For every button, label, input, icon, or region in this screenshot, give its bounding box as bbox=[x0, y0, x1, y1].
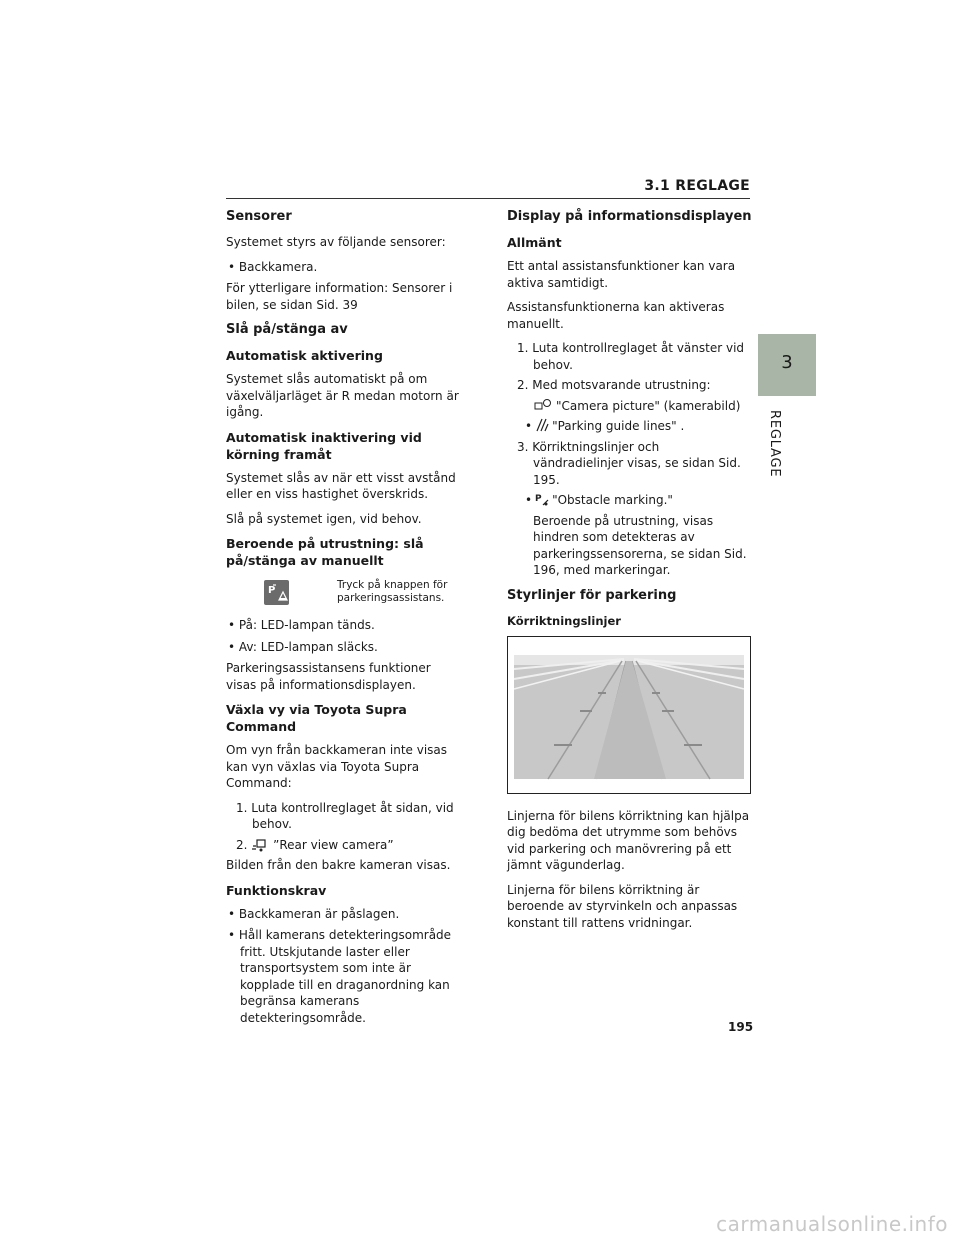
text: Systemet styrs av följande sensorer: bbox=[226, 235, 446, 249]
text: Beroende på utrustning, visas hindren som detekteras av parkeringssensorerna, se sidan Sid. 196, med markeringar. bbox=[533, 513, 747, 577]
heading-display: Display på informationsdisplayen bbox=[507, 209, 752, 224]
button-illustration-row bbox=[226, 579, 464, 605]
heading-manual: Beroende på utrustning: slå på/stänga av manuellt bbox=[226, 536, 424, 568]
text: Slå på systemet igen, vid behov. bbox=[226, 511, 422, 526]
heading-general: Allmänt bbox=[507, 235, 562, 250]
watermark: carmanualsonline.info bbox=[716, 1212, 948, 1236]
section-title: 3.1 REGLAGE bbox=[644, 178, 750, 194]
heading-autooff: Automatisk inaktivering vid körning framåt bbox=[226, 429, 422, 462]
text: Om vyn från backkameran inte visas kan vyn växlas via Toyota Supra Command: bbox=[226, 743, 448, 790]
list-item: • P "Obstacle marking." bbox=[525, 493, 673, 507]
list-item: • Håll kamerans detekteringsområde fritt. Utskjutande laster eller transportsystem som inte är kopplade till en draganordning kan begränsa kamerans detekteringsområde. bbox=[228, 928, 452, 1025]
text: Bilden från den bakre kameran visas. bbox=[226, 858, 451, 872]
heading-auto: Automatisk aktivering bbox=[226, 348, 383, 363]
text: Linjerna för bilens körriktning kan hjälpa dig bedöma det utrymme som behövs vid parkering och manövrering på ett jämnt vägunderlag. bbox=[507, 808, 750, 872]
list-item: 3. Körriktningslinjer och vändradielinjer visas, se sidan Sid. 195. bbox=[517, 439, 741, 487]
list-item: • På: LED-lampan tänds. bbox=[228, 618, 375, 632]
parking-assist-button-icon bbox=[264, 580, 289, 605]
right-column bbox=[507, 208, 752, 939]
list-item: 1. Luta kontrollreglaget åt vänster vid behov. bbox=[517, 341, 745, 372]
text: Linjerna för bilens körriktning är beroende av styrvinkeln och anpassas konstant till rattens vridningar. bbox=[507, 882, 738, 930]
text: Systemet slås automatiskt på om växelväljarläget är R medan motorn är igång. bbox=[226, 372, 459, 419]
rear-camera-icon bbox=[251, 838, 269, 852]
list-item: "Camera picture" (kamerabild) bbox=[507, 398, 752, 415]
list-item: 2. ”Rear view camera” bbox=[236, 837, 394, 852]
driving-lines-illustration bbox=[507, 636, 751, 794]
svg-text:P: P bbox=[268, 584, 276, 596]
svg-text:P: P bbox=[535, 494, 542, 504]
obstacle-marking-icon bbox=[535, 492, 549, 506]
list-item: • Backkamera. bbox=[228, 259, 318, 274]
camera-view-graphic bbox=[508, 637, 750, 793]
text: Assistansfunktionerna kan aktiveras manuellt. bbox=[507, 300, 725, 331]
text: Ett antal assistansfunktioner kan vara aktiva samtidigt. bbox=[507, 259, 736, 290]
heading-guide: Styrlinjer för parkering bbox=[507, 587, 677, 603]
heading-switch: Växla vy via Toyota Supra Command bbox=[226, 702, 407, 734]
button-caption: Tryck på knappen för parkeringsassistans. bbox=[337, 579, 448, 604]
camera-picture-icon bbox=[533, 398, 553, 412]
list-item: 1. Luta kontrollreglaget åt sidan, vid behov. bbox=[236, 800, 454, 831]
chapter-label: REGLAGE bbox=[767, 410, 782, 478]
text: För ytterligare information: Sensorer i bilen, se sidan Sid. 39 bbox=[226, 281, 453, 312]
parking-guide-lines-icon bbox=[535, 418, 549, 432]
list-item: • Av: LED-lampan släcks. bbox=[228, 639, 378, 654]
heading-sensorer: Sensorer bbox=[226, 209, 292, 224]
page-number: 195 bbox=[728, 1020, 754, 1034]
list-item: • Backkameran är påslagen. bbox=[228, 906, 400, 921]
left-column bbox=[226, 208, 464, 1031]
text: Parkeringsassistansens funktioner visas på informationsdisplayen. bbox=[226, 661, 431, 692]
header-rule bbox=[226, 198, 750, 199]
list-item: • "Parking guide lines" . bbox=[525, 419, 685, 433]
heading-requirements: Funktionskrav bbox=[226, 882, 327, 898]
heading-lines: Körriktningslinjer bbox=[507, 613, 621, 628]
heading-onoff: Slå på/stänga av bbox=[226, 322, 348, 337]
list-item: 2. Med motsvarande utrustning: bbox=[517, 378, 711, 392]
text: Systemet slås av när ett visst avstånd eller en viss hastighet överskrids. bbox=[226, 470, 456, 501]
chapter-number: 3 bbox=[781, 352, 793, 373]
